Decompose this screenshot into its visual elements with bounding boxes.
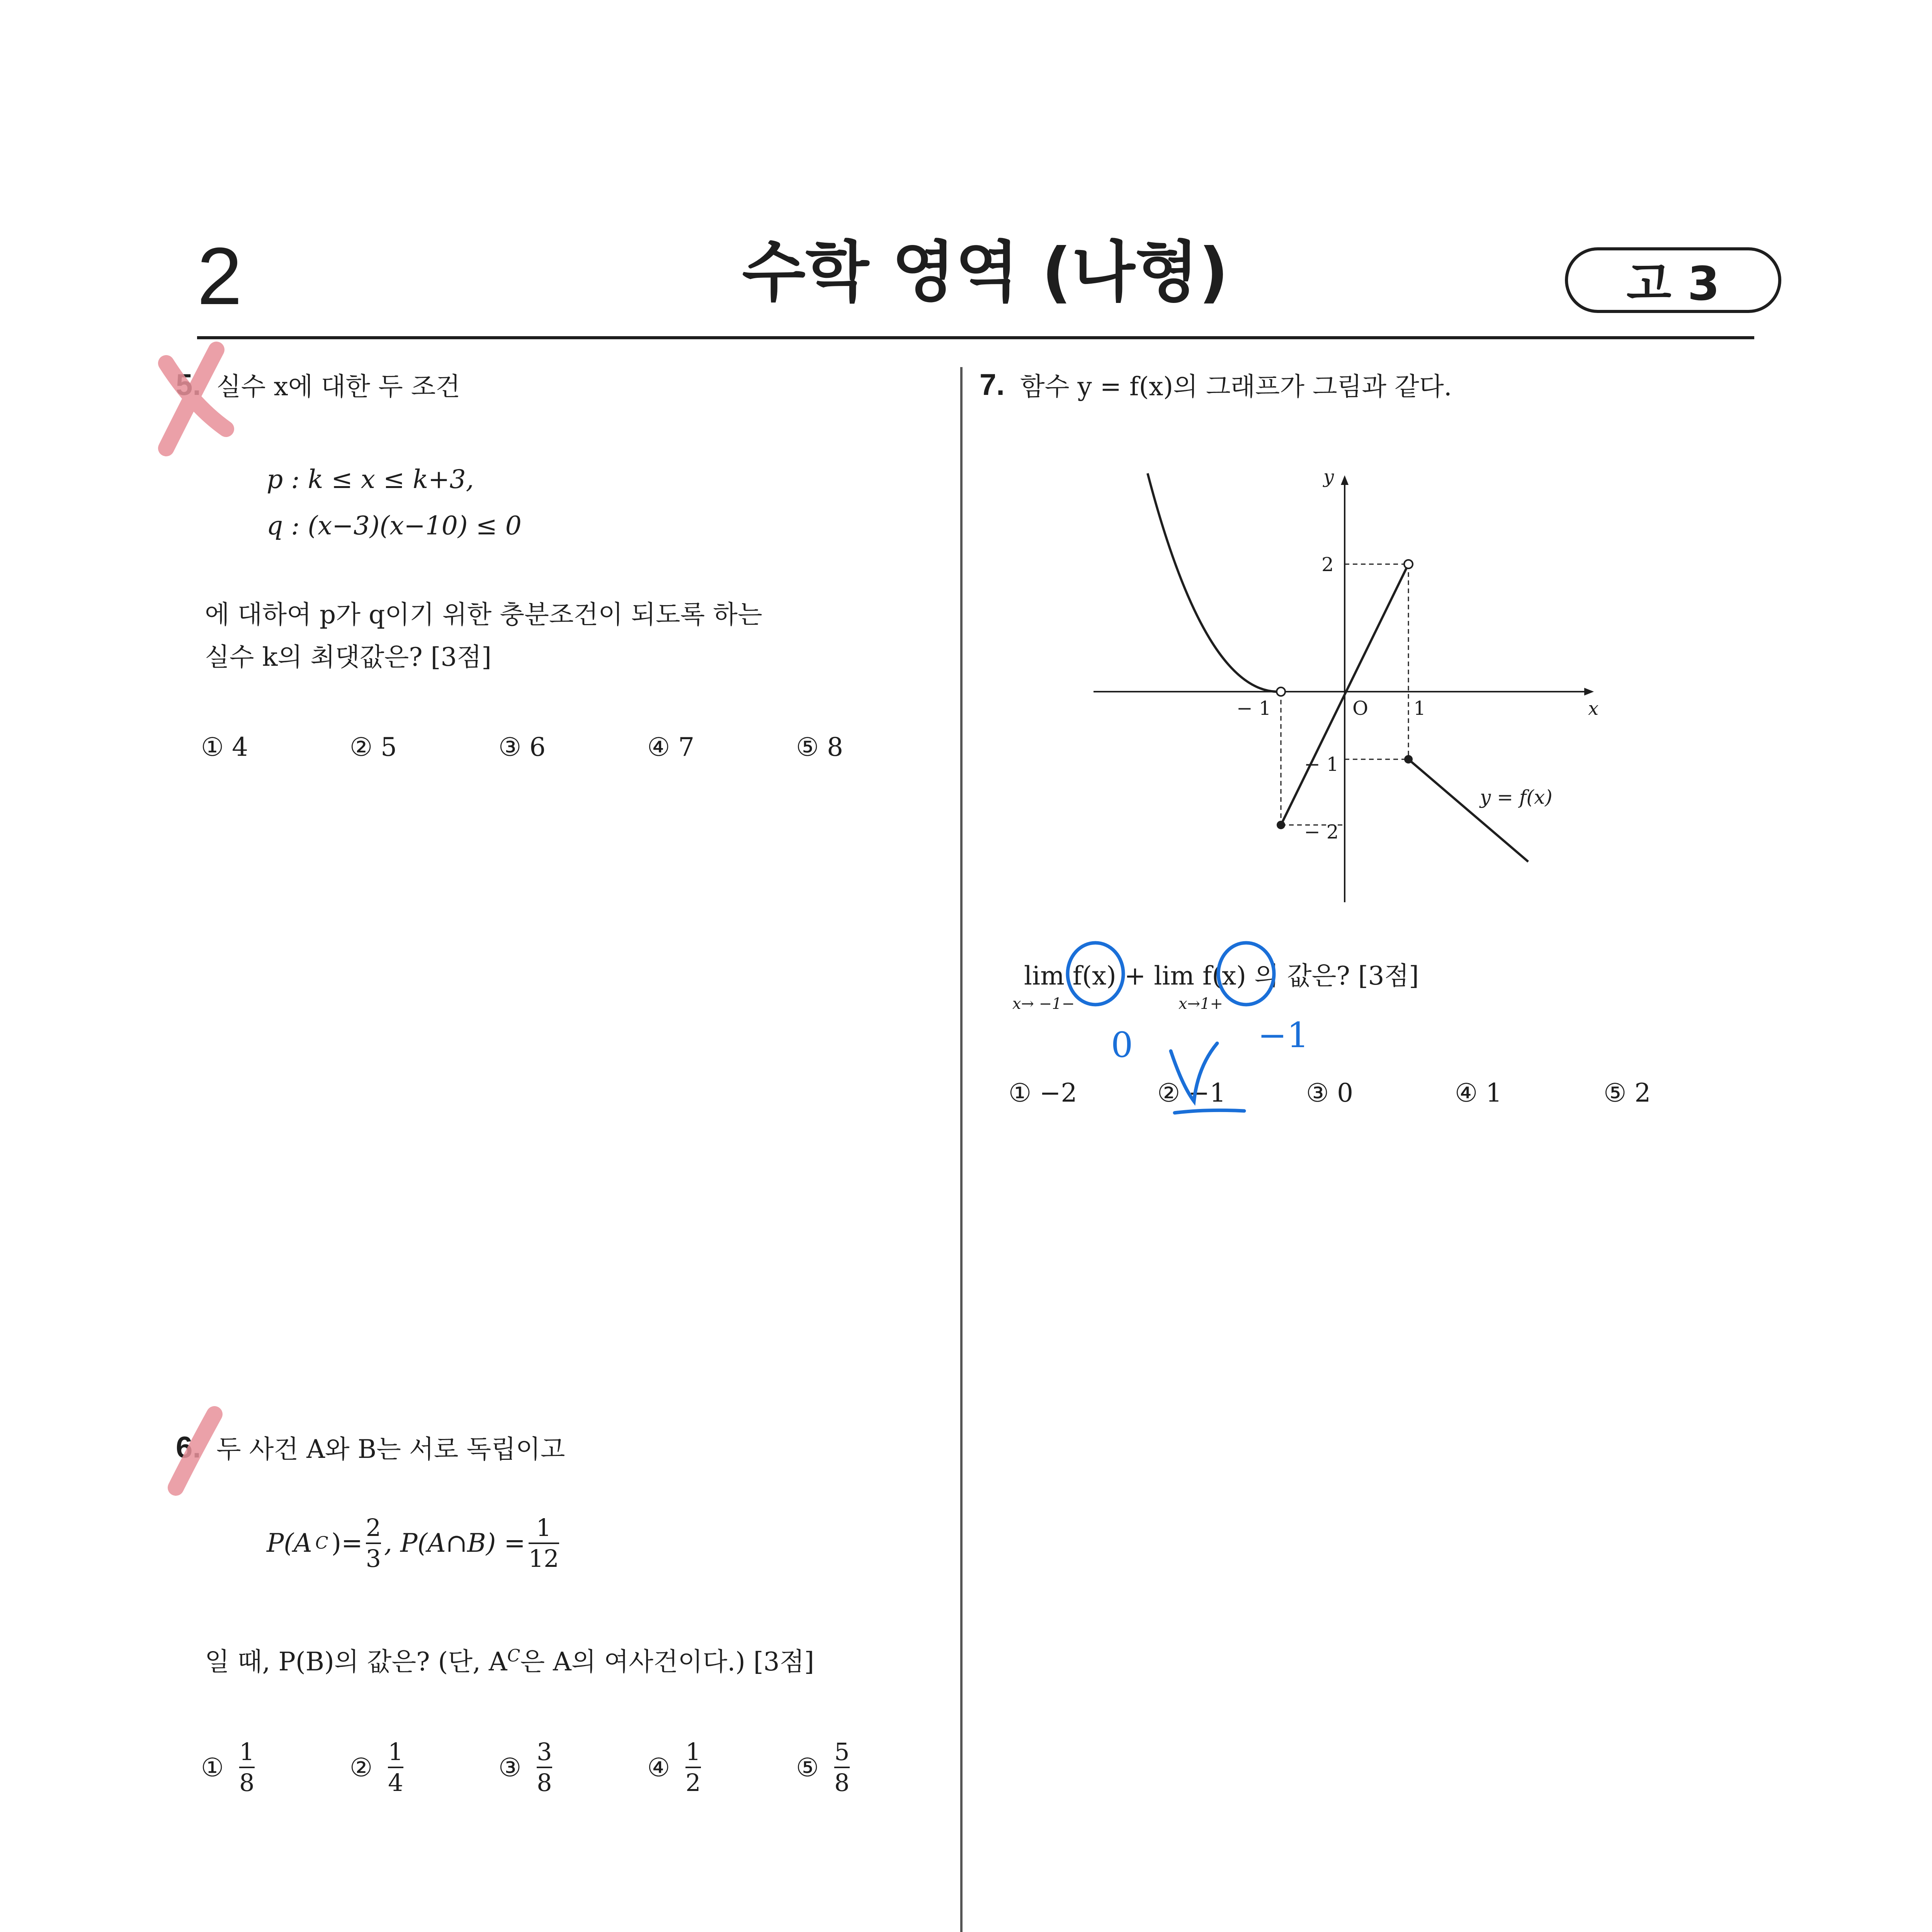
- q6-formula-eq: )=: [331, 1528, 363, 1558]
- q5-condition-q: q : (x−3)(x−10) ≤ 0: [267, 511, 522, 541]
- q6-choice-1-frac: [239, 1739, 254, 1796]
- q6-choice-4[interactable]: [647, 1739, 701, 1796]
- q6-choice-3-frac: [537, 1739, 552, 1796]
- q7-choice-1[interactable]: ① −2: [1009, 1078, 1077, 1108]
- q6-question: [205, 1644, 814, 1680]
- q6-number: 6.: [176, 1430, 201, 1464]
- q6-choice-2-num: 1: [388, 1738, 403, 1766]
- blue-underline: [1175, 1110, 1244, 1113]
- closed-point-1-neg1: [1404, 755, 1413, 764]
- x-axis-arrow-icon: [1584, 688, 1594, 696]
- q7-choice-4[interactable]: ④ 1: [1455, 1078, 1502, 1108]
- q6-choice-3-den: 8: [537, 1769, 552, 1797]
- tick-x-1: 1: [1413, 697, 1426, 719]
- q6-choice-5-num: 5: [834, 1738, 850, 1766]
- q5-choice-4[interactable]: ④ 7: [647, 732, 695, 762]
- q7-choice-2[interactable]: ② −1: [1157, 1078, 1226, 1108]
- blue-note-zero: 0: [1111, 1025, 1133, 1065]
- tick-y-neg2: − 2: [1304, 821, 1339, 843]
- q6-choice-1-mark: ①: [201, 1752, 224, 1782]
- q6-question-start: 일 때, P(B)의 값은? (단, A: [205, 1647, 507, 1677]
- header-rule: [197, 336, 1754, 339]
- q7-limit-expression: lim f(x) + lim f(x) 의 값은? [3점]: [1024, 961, 1419, 991]
- q6-stem: 두 사건 A와 B는 서로 독립이고: [216, 1434, 565, 1464]
- q6-formula-mid: , P(A∩B) =: [384, 1528, 526, 1558]
- q6-formula-sup: C: [315, 1533, 328, 1553]
- q7-choice-3[interactable]: ③ 0: [1306, 1078, 1354, 1108]
- q6-formula: [267, 1515, 559, 1572]
- q6-choice-2-frac: [388, 1739, 403, 1796]
- q6-choice-1[interactable]: [201, 1739, 255, 1796]
- q5-choice-2[interactable]: ② 5: [350, 732, 397, 762]
- q5-number: 5.: [176, 367, 201, 401]
- q6-choice-5-frac: [834, 1739, 849, 1796]
- q7-lim2-subscript: x→1+: [1179, 995, 1223, 1013]
- q7-lim1-subscript: x→ −1−: [1012, 995, 1075, 1013]
- q6-choice-5-den: 8: [834, 1769, 850, 1797]
- grade-badge: 고 3: [1565, 247, 1781, 313]
- curve-label: y = f(x): [1480, 786, 1553, 808]
- graph-curve-left: [1148, 473, 1281, 692]
- q6-choice-3-mark: ③: [498, 1752, 522, 1782]
- q7-stem: 함수 y = f(x)의 그래프가 그림과 같다.: [1020, 372, 1452, 401]
- q5-stem: 실수 x에 대한 두 조건: [216, 372, 461, 401]
- q5-question-line2: 실수 k의 최댓값은? [3점]: [205, 642, 492, 672]
- q6-choice-5[interactable]: [796, 1739, 850, 1796]
- q6-formula-left: P(A: [267, 1528, 312, 1558]
- open-point-neg1-0: [1277, 687, 1285, 696]
- q6-fraction-2-num: 1: [536, 1514, 551, 1542]
- tick-y-neg1: − 1: [1304, 753, 1339, 776]
- q6-choice-2-den: 4: [388, 1769, 403, 1797]
- tick-x-neg1: − 1: [1236, 697, 1271, 719]
- graph-line-right: [1408, 759, 1528, 862]
- q6-choice-4-mark: ④: [647, 1752, 670, 1782]
- q6-fraction-1-num: 2: [366, 1514, 381, 1542]
- column-divider: [960, 367, 963, 1932]
- q7-number: 7.: [980, 367, 1005, 401]
- q6-choice-1-num: 1: [239, 1738, 255, 1766]
- q5-choice-5[interactable]: ⑤ 8: [796, 732, 844, 762]
- q6-question-end: 은 A의 여사건이다.) [3점]: [520, 1647, 815, 1677]
- q6-choice-4-num: 1: [685, 1738, 701, 1766]
- page-number: 2: [197, 231, 242, 321]
- x-axis-label: x: [1588, 698, 1599, 719]
- q6-choice-4-den: 2: [685, 1769, 701, 1797]
- q7-choice-5[interactable]: ⑤ 2: [1604, 1078, 1651, 1108]
- q6-fraction-2-den: 12: [528, 1544, 559, 1573]
- q5-condition-p: p : k ≤ x ≤ k+3,: [267, 464, 474, 494]
- q6-choice-3-num: 3: [537, 1738, 552, 1766]
- q5-choice-3[interactable]: ③ 6: [498, 732, 546, 762]
- q5-choice-1[interactable]: ① 4: [201, 732, 248, 762]
- tick-y-2: 2: [1321, 553, 1334, 576]
- q6-choice-2-mark: ②: [350, 1752, 373, 1782]
- q6-choice-5-mark: ⑤: [796, 1752, 819, 1782]
- closed-point-neg1-neg2: [1277, 821, 1285, 829]
- page-title: 수학 영역 (나형): [742, 234, 1229, 311]
- blue-note-minus-one: −1: [1258, 1015, 1309, 1056]
- q6-question-sup: C: [507, 1646, 520, 1666]
- q6-choice-2[interactable]: [350, 1739, 403, 1796]
- q6-choice-4-frac: [685, 1739, 701, 1796]
- q6-fraction-1: [366, 1515, 381, 1572]
- y-axis-arrow-icon: [1341, 475, 1349, 485]
- q7-graph: [1082, 464, 1623, 908]
- q5-question-line1: 에 대하여 p가 q이기 위한 충분조건이 되도록 하는: [205, 600, 762, 629]
- q6-choice-1-den: 8: [239, 1769, 255, 1797]
- origin-label: O: [1352, 697, 1368, 719]
- q6-fraction-2: [529, 1515, 559, 1572]
- open-point-1-2: [1404, 560, 1413, 568]
- q6-choice-3[interactable]: [498, 1739, 552, 1796]
- y-axis-label: y: [1323, 466, 1334, 488]
- q6-fraction-1-den: 3: [366, 1544, 381, 1573]
